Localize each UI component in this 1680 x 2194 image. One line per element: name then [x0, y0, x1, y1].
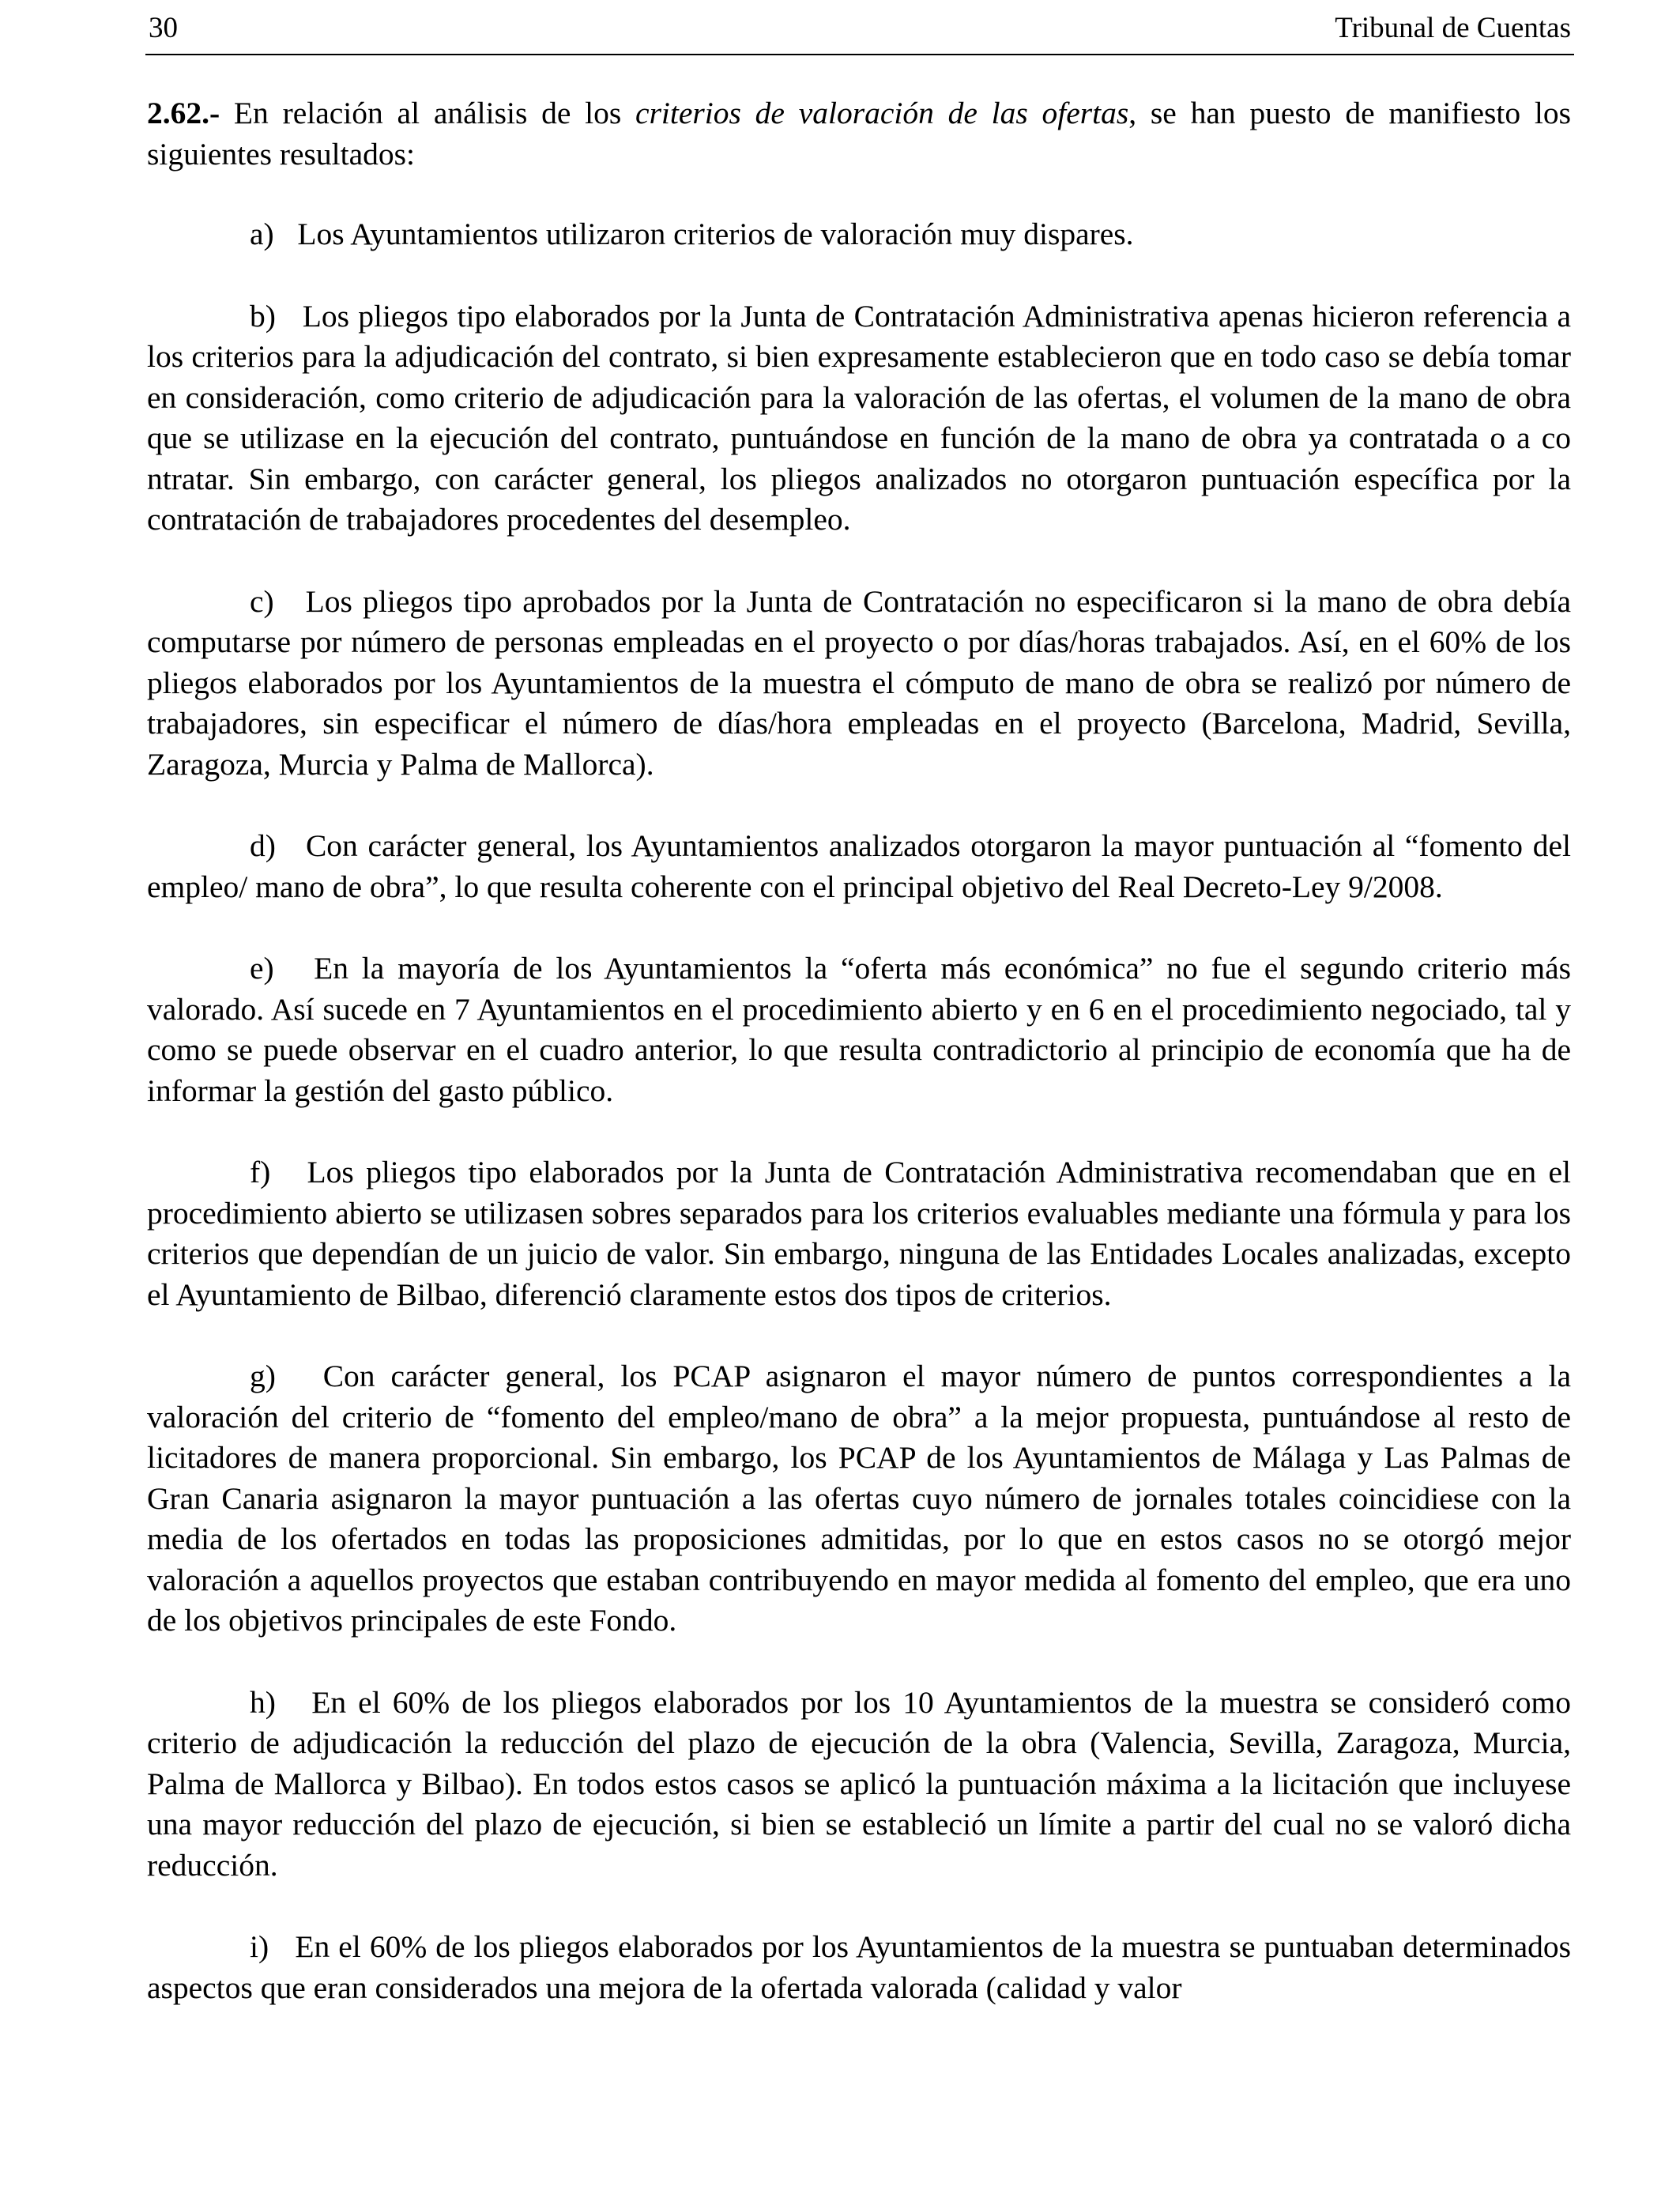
item-label: g)	[250, 1359, 276, 1393]
section-intro-text: En relación al análisis de los	[220, 96, 636, 130]
item-text: En la mayoría de los Ayuntamientos la “oferta más económica” no fue el segundo criterio más valorado. Así sucede en 7 Ayuntamientos en el procedimiento abierto y en 6 en el procedimiento negociado, tal y como se puede observar en el cuadro anterior, lo que resulta contradictorio al principio de economía que ha de informar la gestión del gasto público.	[147, 951, 1571, 1108]
list-item-i	[147, 1927, 1571, 2008]
running-title: Tribunal de Cuentas	[1335, 12, 1571, 44]
item-text: Los pliegos tipo elaborados por la Junta de Contratación Administrativa recomendaban que en el procedimiento abierto se utilizasen sobres separados para los criterios evaluables mediante una fórmula y para los criterios que dependían de un juicio de valor. Sin embargo, ninguna de las Entidades Locales analizadas, excepto el Ayuntamiento de Bilbao, diferenció claramente estos dos tipos de criterios.	[147, 1155, 1571, 1312]
section-number: 2.62.-	[147, 96, 220, 130]
item-label: i)	[250, 1929, 269, 1964]
item-label: b)	[250, 298, 276, 334]
item-label: h)	[250, 1684, 276, 1720]
page-header	[145, 0, 1574, 55]
item-text: Los Ayuntamientos utilizaron criterios de valoración muy dispares.	[297, 217, 1134, 251]
list-item-g	[147, 1356, 1571, 1642]
document-body	[147, 93, 1571, 2049]
section-intro-paragraph	[147, 93, 1571, 175]
list-item-c	[147, 582, 1571, 786]
list-item-f	[147, 1152, 1571, 1315]
list-item-h	[147, 1683, 1571, 1887]
item-label: f)	[250, 1155, 271, 1189]
item-label: d)	[250, 828, 276, 863]
item-label: a)	[250, 217, 274, 251]
list-item-a	[250, 214, 1571, 255]
item-label: e)	[250, 951, 274, 986]
item-label: c)	[250, 583, 274, 619]
item-text: Con carácter general, los PCAP asignaron el mayor número de puntos correspondientes a la valoración del criterio de “fomento del empleo/mano de obra” a la mejor propuesta, puntuándose al resto de licitadores de manera proporcional. Sin embargo, los PCAP de los Ayuntamientos de Málaga y Las Palmas de Gran Canaria asignaron la mayor puntuación a las ofertas cuyo número de jornales totales coincidiese con la media de los ofertados en todas las proposiciones admitidas, por lo que en estos casos no se otorgó mejor valoración a aquellos proyectos que estaban contribuyendo en mayor medida al fomento del empleo, que era uno de los objetivos principales de este Fondo.	[147, 1359, 1571, 1638]
page-number: 30	[149, 12, 178, 44]
list-item-b	[147, 296, 1571, 541]
item-text: Los pliegos tipo aprobados por la Junta de Contratación no especificaron si la mano de obra debía computarse por número de personas empleadas en el proyecto o por días/horas trabajados. Así, en el 60% de los pliegos elaborados por los Ayuntamientos de la muestra el cómputo de mano de obra se realizó por número de trabajadores, sin especificar el número de días/hora empleadas en el proyecto (Barcelona, Madrid, Sevilla, Zaragoza, Murcia y Palma de Mallorca).	[147, 583, 1572, 782]
item-text: En el 60% de los pliegos elaborados por los Ayuntamientos de la muestra se puntuaban determinados aspectos que eran considerados una mejora de la ofertada valorada (calidad y valor	[147, 1929, 1571, 2005]
list-item-e	[147, 948, 1571, 1111]
section-intro-emphasis: criterios de valoración de las ofertas	[635, 96, 1129, 130]
item-text: Con carácter general, los Ayuntamientos analizados otorgaron la mayor puntuación al “fomento del empleo/ mano de obra”, lo que resulta coherente con el principal objetivo del Real Decreto-Ley 9/2008.	[147, 828, 1571, 904]
item-text: Los pliegos tipo elaborados por la Junta de Contratación Administrativa apenas hicieron referencia a los criterios para la adjudicación del contrato, si bien expresamente establecieron que en todo caso se debía tomar en consideración, como criterio de adjudicación para la valoración de las ofertas, el volumen de la mano de obra que se utilizase en la ejecución del contrato, puntuándose en función de la mano de obra ya contratada o a co ntratar. Sin embargo, con carácter general, los pliegos analizados no otorgaron puntuación específica por la contratación de trabajadores procedentes del desempleo.	[147, 298, 1572, 537]
section-intro-text-end: , se han puesto de manifiesto los siguientes resultados:	[147, 96, 1571, 172]
list-item-d	[147, 826, 1571, 907]
item-text: En el 60% de los pliegos elaborados por los 10 Ayuntamientos de la muestra se consideró como criterio de adjudicación la reducción del plazo de ejecución de la obra (Valencia, Sevilla, Zaragoza, Murcia, Palma de Mallorca y Bilbao). En todos estos casos se aplicó la puntuación máxima a la licitación que incluyese una mayor reducción del plazo de ejecución, si bien se estableció un límite a partir del cual no se valoró dicha reducción.	[147, 1684, 1571, 1883]
